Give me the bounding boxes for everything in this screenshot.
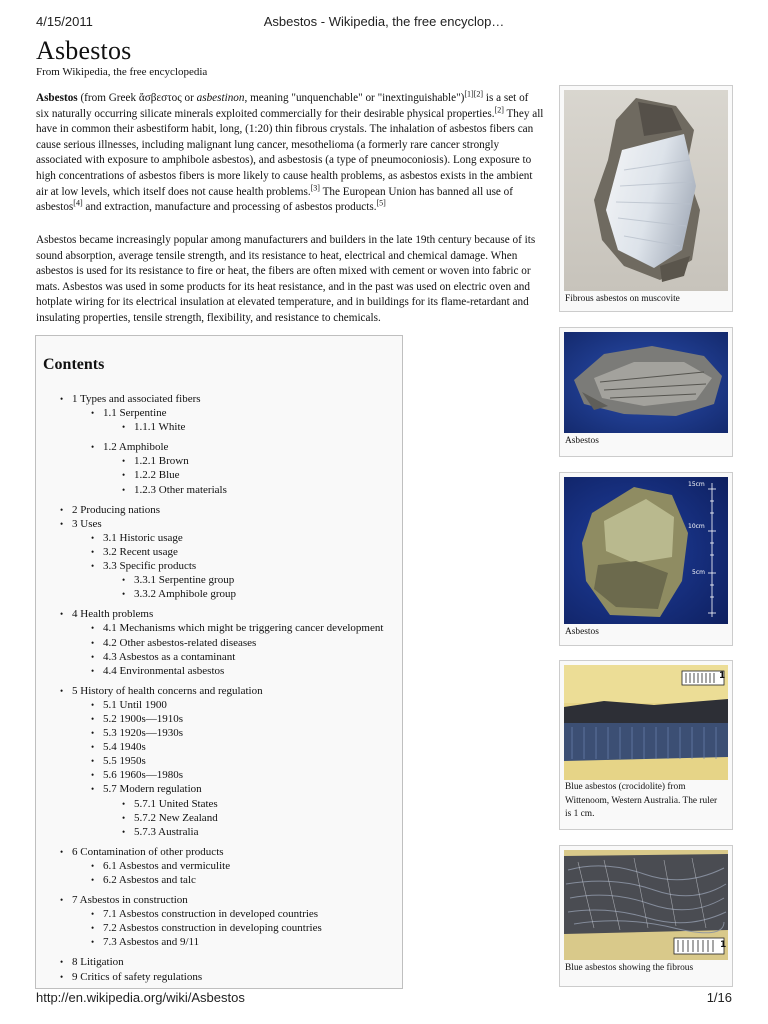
page-number: 1/16	[706, 990, 732, 1005]
intro-term: Asbestos	[36, 92, 78, 104]
thumbnail-asbestos-scale	[559, 472, 733, 646]
body-paragraph: Asbestos became increasingly popular among manufacturers and builders in the late 19th century because of its sound absorption, average tensile strength, and its resistance to heat, electrical and chemical damage. When asbestos is used for its resistance to fire or heat, the fibers are often mixed with cement or woven into fabric or mats. Asbestos was used in some products for its heat resistance, and in the past was used on electric oven and hotplate wiring for its electrical insulation at elevated temperature, and in buildings for its flame-retardant and insulating properties, tensile strength, flexibility, and resistance to chemicals.	[36, 234, 536, 324]
crocidolite-photo[interactable]	[564, 665, 728, 780]
print-page-title: Asbestos - Wikipedia, the free encyclop…	[263, 14, 505, 29]
asbestos-photo[interactable]	[564, 332, 728, 433]
scale-label-10cm: 10cm	[688, 523, 705, 530]
toc-item[interactable]: • 5.6 1960s—1980s	[91, 768, 383, 782]
toc-item[interactable]: • 5 History of health concerns and regulation • 5.1 Until 1900 • 5.2 1900s—1910s • 5.3 1920s—1930s • 5.4 1940s • 5.5 1950s • 5.6 1960s—1980s • 5.7 Modern regulation • 5.7.1 United States • 5.7.2 New Zealand • 5.7.3 Australia	[60, 684, 383, 839]
asbestos-scale-photo[interactable]	[564, 477, 728, 624]
toc-item[interactable]: • 1.2.2 Blue	[122, 468, 383, 482]
toc-item[interactable]: • 7.2 Asbestos construction in developing countries	[91, 921, 383, 935]
thumbnail-caption: Blue asbestos showing the fibrous	[565, 963, 694, 973]
thumbnail-caption: Asbestos	[565, 436, 599, 446]
citation-link[interactable]: [1]	[464, 89, 474, 99]
article-title: Asbestos	[36, 36, 132, 65]
toc-item[interactable]: • 4 Health problems • 4.1 Mechanisms which might be triggering cancer development • 4.2 Other asbestos-related diseases • 4.3 Asbestos as a contaminant • 4.4 Environmental asbestos	[60, 607, 383, 677]
citation-link[interactable]: [2]	[473, 89, 484, 99]
toc-item[interactable]: • 3.3.2 Amphibole group	[122, 587, 383, 601]
toc-item[interactable]: • 1 Types and associated fibers • 1.1 Serpentine • 1.1.1 White • 1.2 Amphibole • 1.2.1 Brown • 1.2.2 Blue • 1.2.3 Other materials	[60, 392, 383, 497]
toc-item[interactable]: • 3.1 Historic usage	[91, 531, 383, 545]
toc-item[interactable]: • 6.1 Asbestos and vermiculite	[91, 859, 383, 873]
thumbnail-asbestos-blue	[559, 327, 733, 457]
fibrous-asbestos-photo[interactable]	[564, 90, 728, 291]
scale-label-5cm: 5cm	[692, 569, 705, 576]
blue-asbestos-fibrous-photo[interactable]	[564, 850, 728, 960]
scale-label-15cm: 15cm	[688, 481, 705, 488]
toc-item[interactable]: • 5.2 1900s—1910s	[91, 712, 383, 726]
citation-link[interactable]: [4]	[73, 198, 83, 208]
citation-link[interactable]: [3]	[310, 182, 320, 192]
print-header	[36, 14, 732, 30]
toc-item[interactable]: • 3.3 Specific products • 3.3.1 Serpentine group • 3.3.2 Amphibole group	[91, 559, 383, 601]
toc-item[interactable]: • 4.1 Mechanisms which might be triggering cancer development	[91, 621, 383, 635]
toc-item[interactable]: • 5.5 1950s	[91, 754, 383, 768]
toc-list	[60, 392, 383, 984]
toc-item[interactable]: • 7 Asbestos in construction • 7.1 Asbestos construction in developed countries • 7.2 Asbestos construction in developing countries • 7.3 Asbestos and 9/11	[60, 893, 383, 949]
thumbnail-fibrous-asbestos	[559, 85, 733, 312]
thumbnail-caption: Fibrous asbestos on muscovite	[565, 294, 680, 304]
toc-item[interactable]: • 5.1 Until 1900	[91, 698, 383, 712]
toc-item[interactable]: • 3.3.1 Serpentine group	[122, 573, 383, 587]
toc-item[interactable]: • 4.3 Asbestos as a contaminant	[91, 650, 383, 664]
page-url[interactable]: http://en.wikipedia.org/wiki/Asbestos	[36, 990, 245, 1005]
table-of-contents	[35, 335, 403, 989]
toc-item[interactable]: • 5.7.3 Australia	[122, 825, 383, 839]
toc-item[interactable]: • 3 Uses • 3.1 Historic usage • 3.2 Recent usage • 3.3 Specific products • 3.3.1 Serpentine group • 3.3.2 Amphibole group	[60, 517, 383, 602]
citation-link[interactable]: [2]	[494, 104, 504, 114]
thumbnail-caption: Asbestos	[565, 627, 599, 637]
thumbnail-caption: Blue asbestos (crocidolite) from Wittenoom, Western Australia. The ruler is 1 cm.	[565, 782, 718, 819]
toc-item[interactable]: • 6.2 Asbestos and talc	[91, 873, 383, 887]
toc-item[interactable]: • 4.2 Other asbestos-related diseases	[91, 636, 383, 650]
citation-link[interactable]: [5]	[376, 198, 386, 208]
toc-item[interactable]: • 2 Producing nations	[60, 503, 383, 517]
toc-item[interactable]: • 4.4 Environmental asbestos	[91, 664, 383, 678]
toc-item[interactable]: • 8 Litigation	[60, 955, 383, 969]
print-date: 4/15/2011	[36, 14, 93, 29]
toc-item[interactable]: • 6 Contamination of other products • 6.1 Asbestos and vermiculite • 6.2 Asbestos and talc	[60, 845, 383, 887]
toc-item[interactable]: • 5.3 1920s—1930s	[91, 726, 383, 740]
toc-item[interactable]: • 7.1 Asbestos construction in developed countries	[91, 907, 383, 921]
toc-item[interactable]: • 1.1 Serpentine • 1.1.1 White	[91, 406, 383, 434]
toc-item[interactable]: • 1.2.3 Other materials	[122, 483, 383, 497]
toc-item[interactable]: • 1.2.1 Brown	[122, 454, 383, 468]
greek-word[interactable]: ἄσβεστος	[138, 92, 182, 104]
toc-item[interactable]: • 5.7.2 New Zealand	[122, 811, 383, 825]
thumbnail-crocidolite	[559, 660, 733, 830]
toc-item[interactable]: • 7.3 Asbestos and 9/11	[91, 935, 383, 949]
ruler-label: 1	[719, 671, 726, 681]
toc-item[interactable]: • 5.7 Modern regulation • 5.7.1 United States • 5.7.2 New Zealand • 5.7.3 Australia	[91, 782, 383, 838]
toc-item[interactable]: • 5.7.1 United States	[122, 797, 383, 811]
toc-title: Contents	[43, 356, 105, 373]
toc-item[interactable]: • 1.2 Amphibole • 1.2.1 Brown • 1.2.2 Blue • 1.2.3 Other materials	[91, 440, 383, 496]
thumbnail-blue-asbestos-fibrous	[559, 845, 733, 987]
toc-item[interactable]: • 1.1.1 White	[122, 420, 383, 434]
toc-item[interactable]: • 3.2 Recent usage	[91, 545, 383, 559]
print-footer	[36, 990, 732, 1006]
toc-item[interactable]: • 5.4 1940s	[91, 740, 383, 754]
article-source-line: From Wikipedia, the free encyclopedia	[36, 66, 208, 78]
toc-item[interactable]: • 9 Critics of safety regulations	[60, 970, 383, 984]
ruler-label: 1	[720, 940, 727, 950]
intro-paragraph: Asbestos (from Greek ἄσβεστος or asbestinon, meaning "unquenchable" or "inextinguishable")[1][2] is a set of six naturally occurring silicate minerals exploited commercially for their desirable physical properties.[2] They all have in common their asbestiform habit, long, (1:20) thin fibrous crystals. The inhalation of asbestos fibers can cause serious illnesses, including malignant lung cancer, mesothelioma (a formerly rare cancer strongly associated with exposure to amphibole asbestos), and asbestosis (a type of pneumoconiosis). Long exposure to high concentrations of asbestos fibers is more likely to cause health problems, as asbestos exists in the ambient air at low levels, which itself does not cause health problems.[3] The European Union has banned all use of asbestos[4] and extraction, manufacture and processing of asbestos products.[5]	[36, 89, 544, 214]
